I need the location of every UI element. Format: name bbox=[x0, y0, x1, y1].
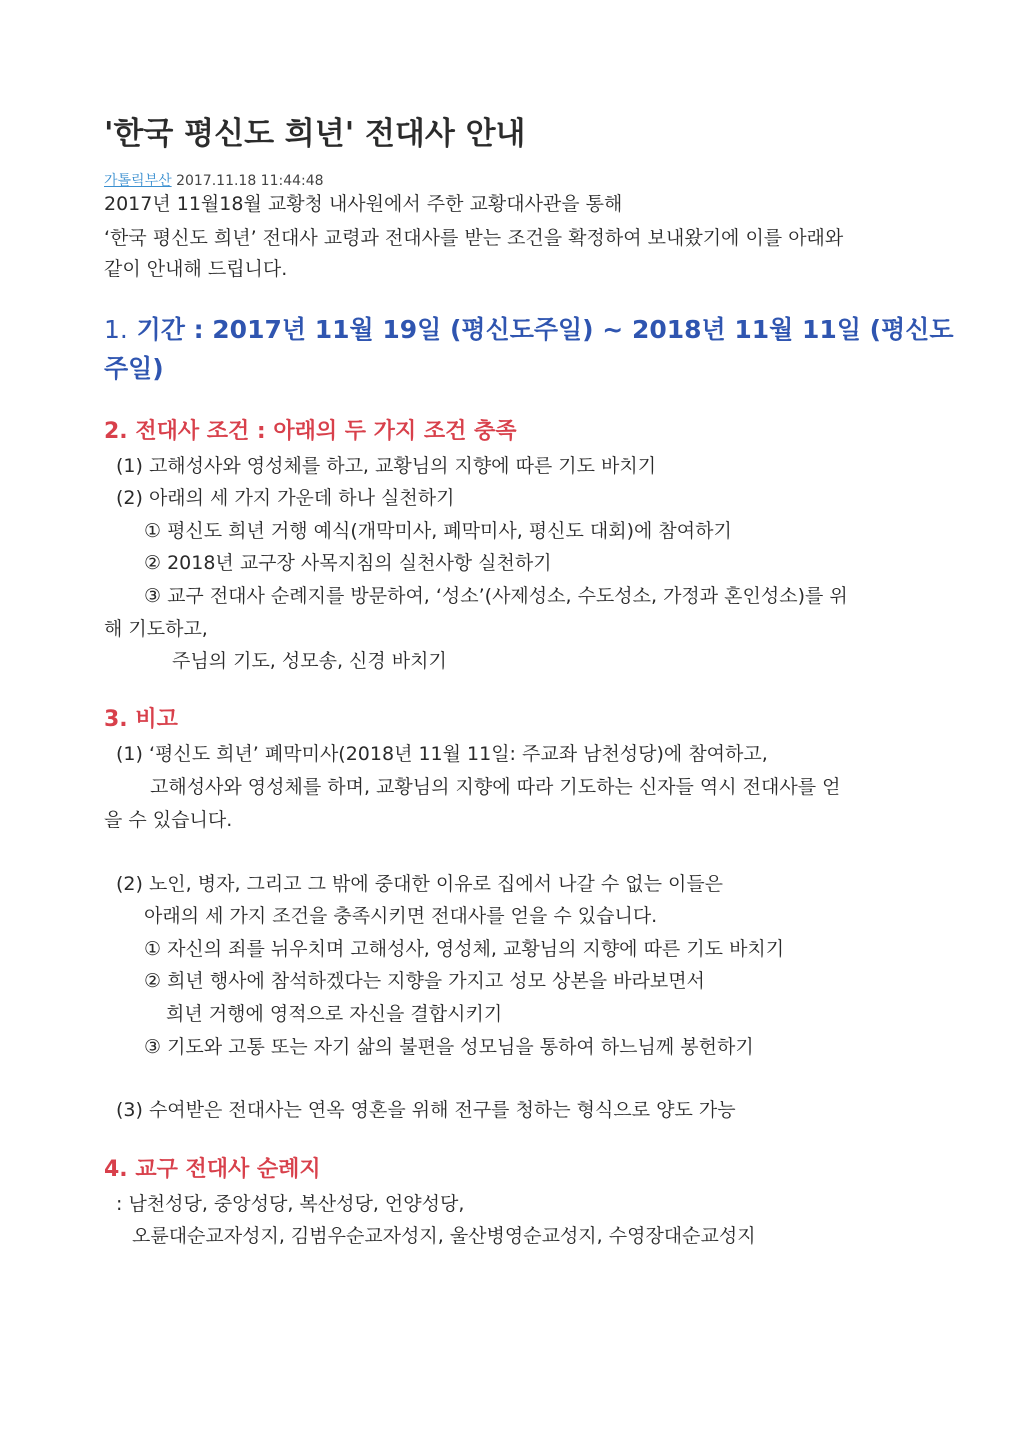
section-3-line: ③ 기도와 고통 또는 자기 삶의 불편을 성모님을 통하여 하느님께 봉헌하기 bbox=[144, 1036, 754, 1058]
section-4-line: 오륜대순교자성지, 김범우순교자성지, 울산병영순교성지, 수영장대순교성지 bbox=[132, 1225, 756, 1247]
section-2-line: 주님의 기도, 성모송, 신경 바치기 bbox=[172, 650, 447, 672]
section-3-line: (3) 수여받은 전대사는 연옥 영혼을 위해 전구를 청하는 형식으로 양도 가능 bbox=[116, 1099, 736, 1121]
post-meta bbox=[104, 170, 324, 190]
section-2-line: ① 평신도 희년 거행 예식(개막미사, 폐막미사, 평신도 대회)에 참여하기 bbox=[144, 520, 732, 542]
section-1-heading bbox=[104, 313, 954, 347]
section-2-line: 해 기도하고, bbox=[104, 618, 208, 640]
section-2-line: ② 2018년 교구장 사목지침의 실천사항 실천하기 bbox=[144, 552, 552, 574]
section-3-line: 을 수 있습니다. bbox=[104, 809, 233, 831]
section-3-line: ① 자신의 죄를 뉘우치며 고해성사, 영성체, 교황님의 지향에 따른 기도 바치기 bbox=[144, 938, 785, 960]
section-3-line: 희년 거행에 영적으로 자신을 결합시키기 bbox=[166, 1003, 503, 1025]
section-1-text: 기간 : 2017년 11월 19일 (평신도주일) ~ 2018년 11월 11일 (평신도 bbox=[136, 315, 954, 344]
section-1-number: 1. bbox=[104, 315, 128, 344]
section-3-line: 고해성사와 영성체를 하며, 교황님의 지향에 따라 기도하는 신자들 역시 전대사를 얻 bbox=[150, 776, 841, 798]
section-3-heading: 3. 비고 bbox=[104, 707, 178, 732]
page-title: '한국 평신도 희년' 전대사 안내 bbox=[104, 116, 526, 152]
section-2-line: (2) 아래의 세 가지 가운데 하나 실천하기 bbox=[116, 487, 455, 509]
section-3-line: ② 희년 행사에 참석하겠다는 지향을 가지고 성모 상본을 바라보면서 bbox=[144, 970, 705, 992]
section-2-line: ③ 교구 전대사 순례지를 방문하여, ‘성소’(사제성소, 수도성소, 가정과 혼인성소)를 위 bbox=[144, 585, 848, 607]
intro-line: 2017년 11월18월 교황청 내사원에서 주한 교황대사관을 통해 bbox=[104, 193, 623, 215]
section-4-heading: 4. 교구 전대사 순례지 bbox=[104, 1157, 321, 1182]
section-2-line: (1) 고해성사와 영성체를 하고, 교황님의 지향에 따른 기도 바치기 bbox=[116, 455, 657, 477]
section-4-line: : 남천성당, 중앙성당, 복산성당, 언양성당, bbox=[116, 1193, 465, 1215]
intro-line: 같이 안내해 드립니다. bbox=[104, 258, 288, 280]
post-datetime: 2017.11.18 11:44:48 bbox=[176, 173, 324, 189]
section-3-line: (1) ‘평신도 희년’ 폐막미사(2018년 11월 11일: 주교좌 남천성당)에 참여하고, bbox=[116, 743, 768, 765]
section-1-heading-cont: 주일) bbox=[104, 354, 164, 383]
intro-line: ‘한국 평신도 희년’ 전대사 교령과 전대사를 받는 조건을 확정하여 보내왔기에 이를 아래와 bbox=[104, 227, 844, 249]
section-2-heading: 2. 전대사 조건 : 아래의 두 가지 조건 충족 bbox=[104, 419, 517, 444]
section-3-line: 아래의 세 가지 조건을 충족시키면 전대사를 얻을 수 있습니다. bbox=[144, 905, 658, 927]
section-3-line: (2) 노인, 병자, 그리고 그 밖에 중대한 이유로 집에서 나갈 수 없는 이들은 bbox=[116, 873, 724, 895]
author-link[interactable]: 가톨릭부산 bbox=[104, 173, 172, 189]
